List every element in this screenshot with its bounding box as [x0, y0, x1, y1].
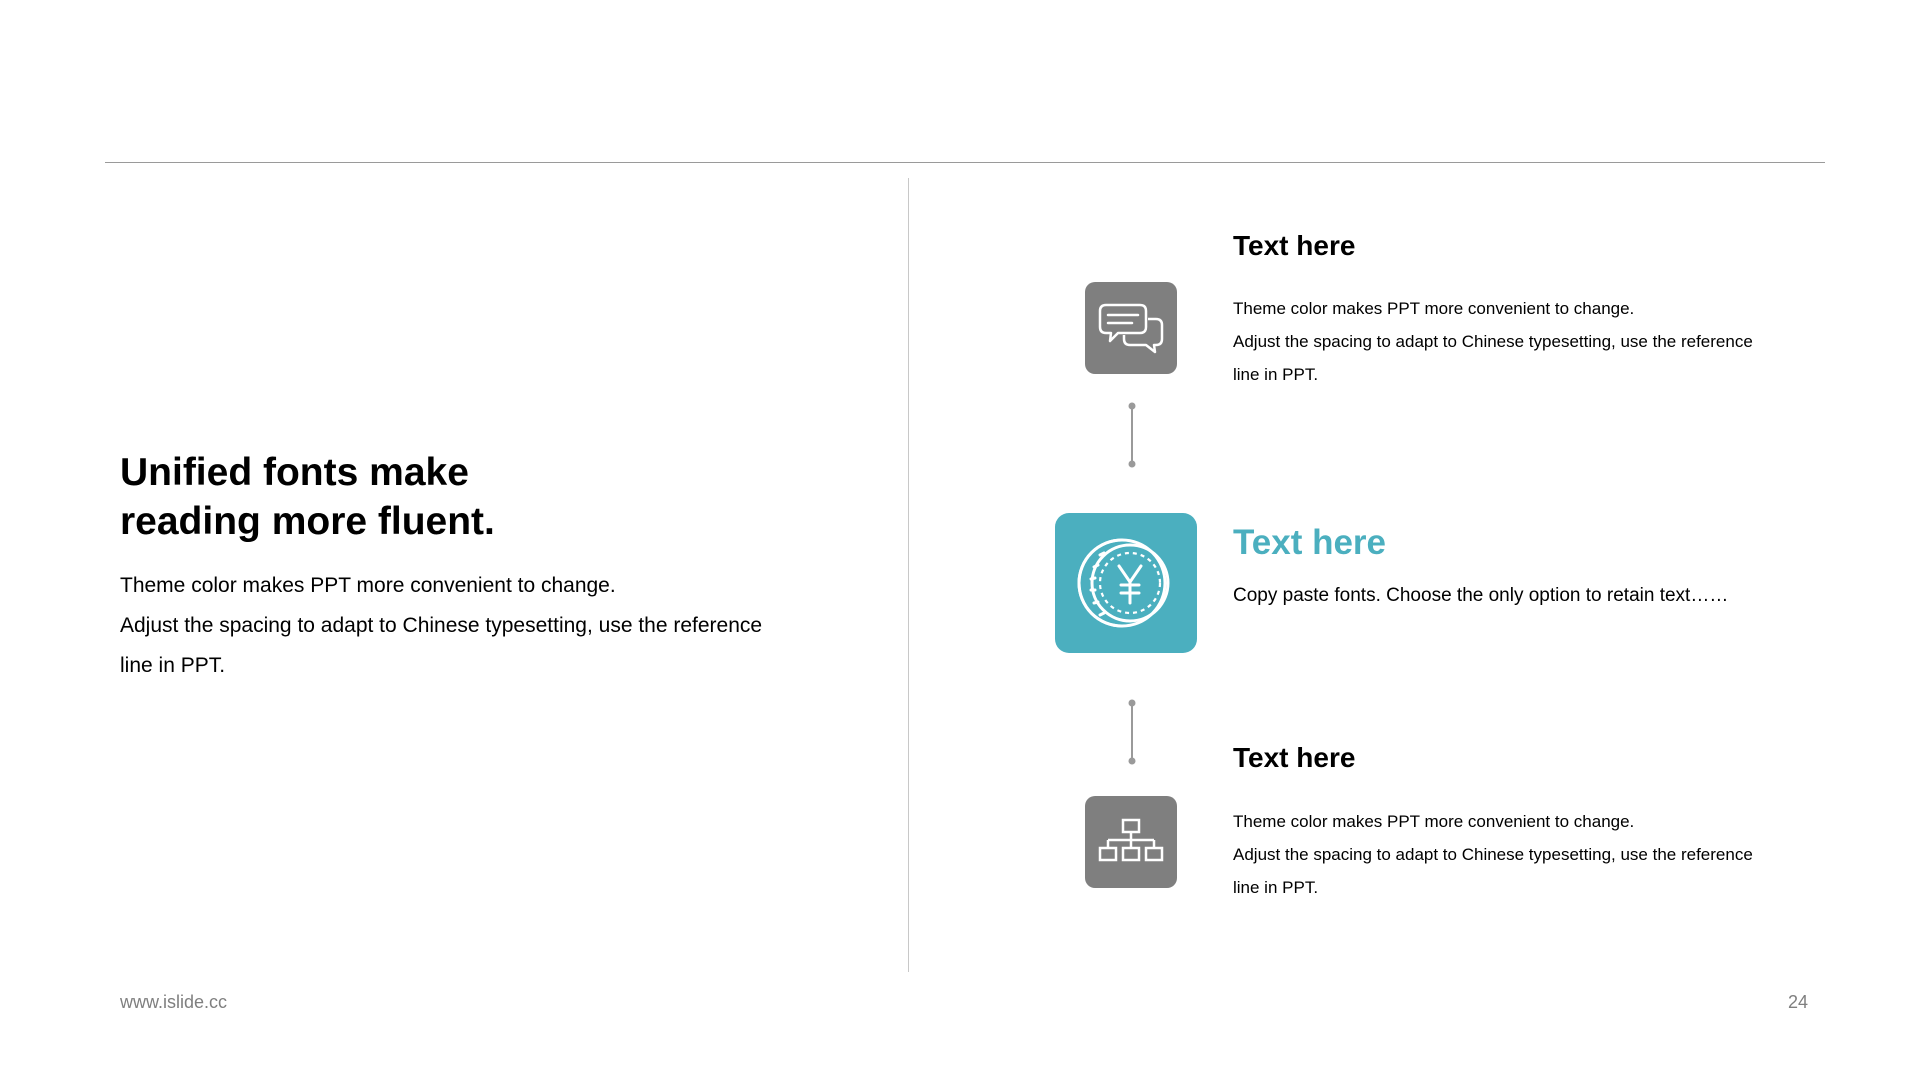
item-3-body-line-2: Adjust the spacing to adapt to Chinese typesetting, use the reference	[1233, 845, 1753, 864]
footer-url: www.islide.cc	[120, 992, 228, 1012]
intro-line-1: Theme color makes PPT more convenient to change.	[120, 574, 616, 597]
item-1-body-line-1: Theme color makes PPT more convenient to change.	[1233, 299, 1635, 318]
chat-bubbles-icon	[1096, 297, 1166, 359]
org-chart-icon	[1096, 814, 1166, 870]
yen-coin-icon	[1076, 533, 1176, 633]
headline-line-2: reading more fluent.	[120, 500, 495, 543]
headline-line-1: Unified fonts make	[120, 451, 469, 494]
item-3-body-line-3: line in PPT.	[1233, 878, 1319, 897]
item-3-title: Text here	[1233, 742, 1356, 773]
item-1-title: Text here	[1233, 230, 1356, 261]
item-2-title: Text here	[1233, 523, 1387, 562]
item-3-body-line-1: Theme color makes PPT more convenient to change.	[1233, 812, 1635, 831]
top-rule	[105, 162, 1825, 163]
chat-icon-box	[1085, 282, 1177, 374]
connector-line-1	[1127, 402, 1137, 468]
org-chart-icon-box	[1085, 796, 1177, 888]
intro-line-3: line in PPT.	[120, 654, 226, 677]
vertical-divider	[908, 178, 909, 972]
page-number: 24	[1787, 992, 1808, 1012]
item-1-body	[1233, 292, 1813, 391]
intro-line-2: Adjust the spacing to adapt to Chinese typesetting, use the reference	[120, 614, 763, 637]
item-3-body	[1233, 805, 1813, 904]
coin-icon-box	[1055, 513, 1197, 653]
item-1-body-line-2: Adjust the spacing to adapt to Chinese typesetting, use the reference	[1233, 332, 1753, 351]
item-2-body: Copy paste fonts. Choose the only option to retain text……	[1233, 585, 1729, 606]
intro-paragraph	[120, 566, 800, 686]
item-1-body-line-3: line in PPT.	[1233, 365, 1319, 384]
connector-line-2	[1127, 699, 1137, 765]
headline	[120, 448, 820, 546]
